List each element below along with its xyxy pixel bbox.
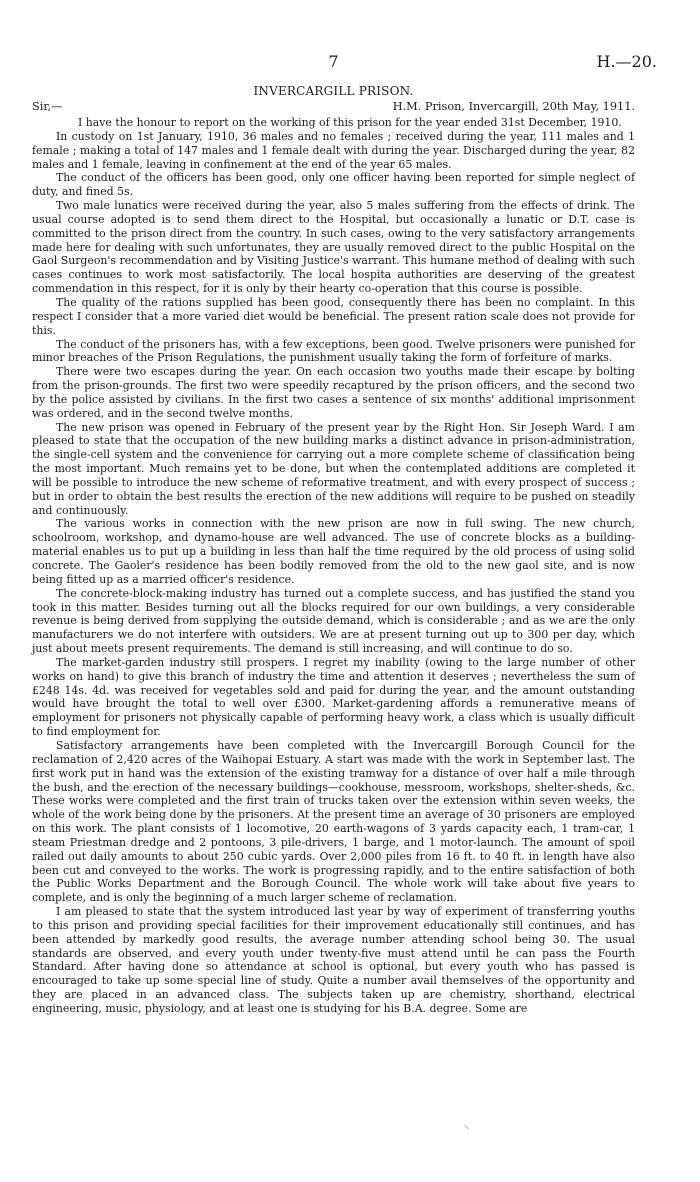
paragraph: The conduct of the prisoners has, with a few exceptions, been good. Twelve prisoners were punished for minor breaches of the Prison Regulations, the punishment usually taking the form of forfeiture of marks. <box>32 337 635 365</box>
paragraph: Two male lunatics were received during the year, also 5 males suffering from the effects of drink. The usual course adopted is to send them direct to the Hospital, but occasionally a lunatic or D.T. case is committed to the prison direct from the country. In such cases, owing to the very satisfactory arrangements made here for dealing with such unfortunates, they are usually removed direct to the public Hospital on the Gaol Surgeon's recommendation and by Visiting Justice's warrant. This humane method of dealing with such cases continues to work most satisfactorily. The local hospita authorities are deserving of the greatest commendation in this respect, for it is only by their hearty co-operation that this course is possible. <box>32 199 635 296</box>
series-reference: H.—20. <box>596 52 657 71</box>
report-body <box>32 116 635 1016</box>
page-number: 7 <box>328 52 339 71</box>
document-page <box>32 0 657 1182</box>
place-and-date: H.M. Prison, Invercargill, 20th May, 1911. <box>392 100 635 113</box>
paragraph: The market-garden industry still prospers. I regret my inability (owing to the large number of other works on hand) to give this branch of industry the time and attention it deserves ; nevertheless the sum of £248 14s. 4d. was received for vegetables sold and paid for during the year, and the amount outstanding would have brought the total to well over £300. Market-gardening affords a remunerative means of employment for prisoners not physically capable of performing heavy work, a class which is usually difficult to find employment for. <box>32 655 635 739</box>
paragraph: I am pleased to state that the system introduced last year by way of experiment of transferring youths to this prison and providing special facilities for their improvement educationally still continues, and has been attended by markedly good results, the average number attending school being 30. The usual standards are observed, and every youth under twenty-five must attend until he can pass the Fourth Standard. After having done so attendance at school is optional, but every youth who has passed is encouraged to take up some special line of study. Quite a number avail themselves of the opportunity and they are placed in an advanced class. The subjects taken up are chemistry, shorthand, electrical engineering, music, physiology, and at least one is studying for his B.A. degree. Some are <box>32 905 635 1015</box>
salutation: Sir,— <box>32 100 63 113</box>
paragraph: There were two escapes during the year. On each occasion two youths made their escape by bolting from the prison-grounds. The first two were speedily recaptured by the prison officers, and the second two by the police assisted by civilians. In the first two cases a sentence of six months' additional imprisonment was ordered, and in the second twelve months. <box>32 365 635 420</box>
page-header <box>32 52 657 72</box>
letter-heading <box>32 100 635 116</box>
paragraph: The conduct of the officers has been good, only one officer having been reported for simple neglect of duty, and fined 5s. <box>32 171 635 199</box>
paragraph: The quality of the rations supplied has been good, consequently there has been no complaint. In this respect I consider that a more varied diet would be beneficial. The present ration scale does not provide for this. <box>32 295 635 337</box>
report-title: INVERCARGILL PRISON. <box>253 84 414 98</box>
paragraph: I have the honour to report on the working of this prison for the year ended 31st December, 1910. <box>78 116 622 129</box>
paragraph: The various works in connection with the new prison are now in full swing. The new church, schoolroom, workshop, and dynamo-house are well advanced. The use of concrete blocks as a building-material enables us to put up a building in less than half the time required by the old process of using solid concrete. The Gaoler's residence has been bodily removed from the old to the new gaol site, and is now being fitted up as a married officer's residence. <box>32 517 635 586</box>
paragraph: In custody on 1st January, 1910, 36 males and no females ; received during the year, 111 males and 1 female ; making a total of 147 males and 1 female dealt with during the year. Discharged during the year, 82 males and 1 female, leaving in confinement at the end of the year 65 males. <box>32 129 635 171</box>
paragraph: The new prison was opened in February of the present year by the Right Hon. Sir Joseph Ward. I am pleased to state that the occupation of the new building marks a distinct advance in prison-administration, the single-cell system and the convenience for carrying out a more complete scheme of classification being the most important. Much remains yet to be done, but when the contemplated additions are completed it will be possible to introduce the new scheme of reformative treatment, and with every prospect of success ; but in order to obtain the best results the erection of the new additions will require to be pushed on steadily and continuously. <box>32 420 635 517</box>
paragraph: Satisfactory arrangements have been completed with the Invercargill Borough Council for the reclamation of 2,420 acres of the Waihopai Estuary. A start was made with the work in September last. The first work put in hand was the extension of the existing tramway for a distance of over half a mile through the bush, and the erection of the necessary buildings—cookhouse, messroom, workshops, shelter-sheds, &c. These works were completed and the first train of trucks taken over the extension within seven weeks, the whole of the work being done by the prisoners. At the present time an average of 30 prisoners are employed on this work. The plant consists of 1 locomotive, 20 earth-wagons of 3 yards capacity each, 1 tram-car, 1 steam Priestman dredge and 2 pontoons, 3 pile-drivers, 1 barge, and 1 motor-launch. The amount of spoil railed out daily amounts to about 250 cubic yards. Over 2,000 piles from 16 ft. to 40 ft. in length have also been cut and conveyed to the works. The work is progressing rapidly, and to the entire satisfaction of both the Public Works Department and the Borough Council. The whole work will take about five years to complete, and is only the beginning of a much larger scheme of reclamation. <box>32 738 635 905</box>
paragraph: The concrete-block-making industry has turned out a complete success, and has justified the stand you took in this matter. Besides turning out all the blocks required for our own buildings, a very considerable revenue is being derived from supplying the outside demand, which is considerable ; and as we are the only manufacturers we do not interfere with outsiders. We are at present turning out up to 300 per day, which just about meets present requirements. The demand is still increasing, and will continue to do so. <box>32 586 635 656</box>
